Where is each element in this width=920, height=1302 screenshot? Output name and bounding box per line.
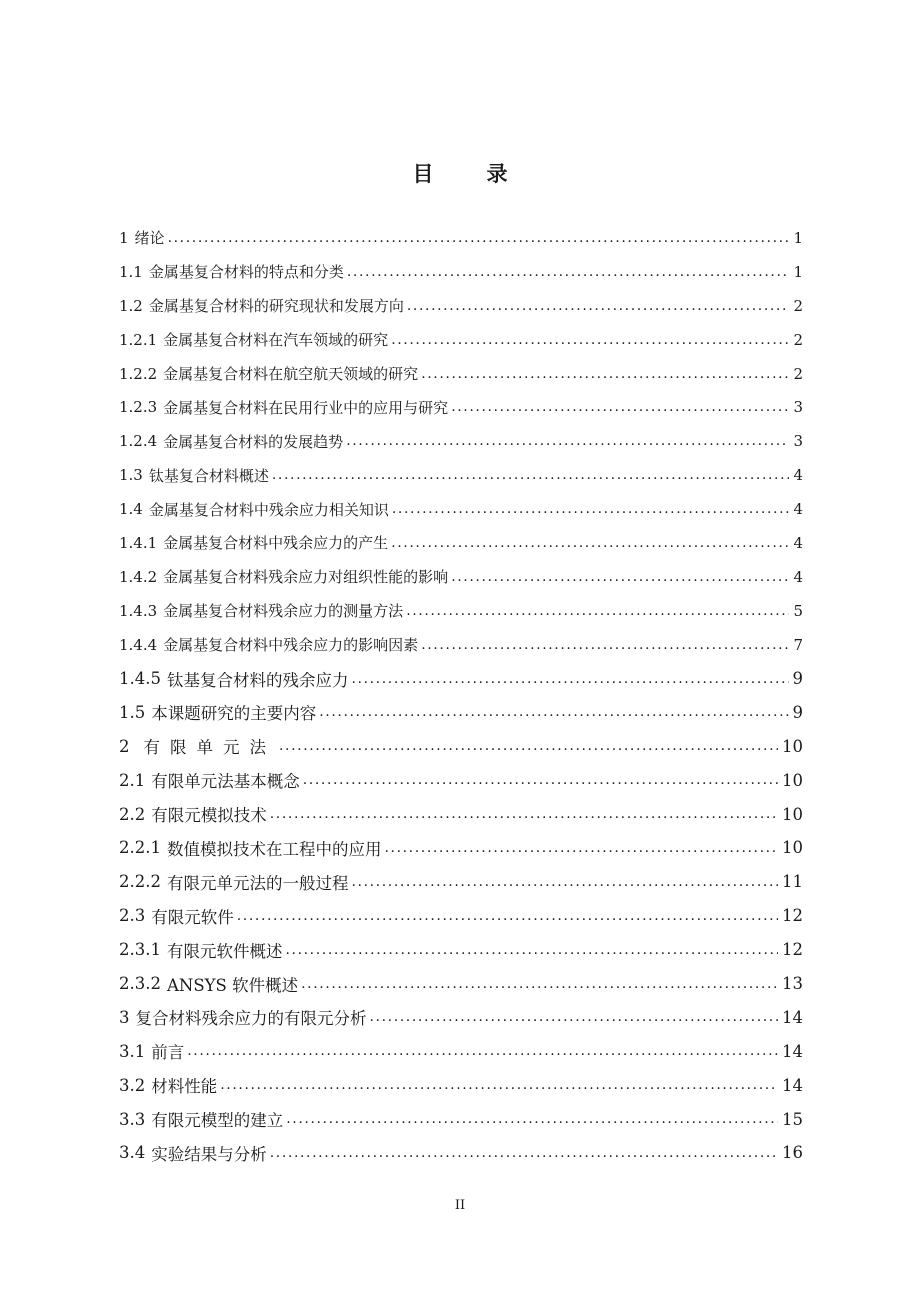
toc-entry-number: 2.1 [119,770,146,790]
toc-entry-title: 金属基复合材料残余应力的测量方法 [163,602,404,621]
toc-dot-leader [407,298,789,314]
toc-entry-page: 5 [793,601,803,620]
toc-entry[interactable] [119,560,803,594]
toc-entry-title: 有限单元法 [143,738,276,758]
toc-entry-number: 2.3.2 [119,974,161,994]
toc-entry-page: 2 [793,364,803,383]
toc-entry[interactable] [119,662,803,696]
toc-entry-number: 1.4.1 [119,533,158,552]
toc-entry-title: 金属基复合材料在民用行业中的应用与研究 [163,398,449,417]
toc-entry[interactable] [119,763,803,797]
toc-entry[interactable] [119,289,803,323]
toc-entry-number: 1.2.2 [119,364,158,383]
toc-entry[interactable] [119,1000,803,1034]
toc-dot-leader [346,433,789,449]
toc-entry-number: 1.4 [119,500,143,519]
toc-dot-leader [421,366,789,382]
toc-entry-number: 1.4.4 [119,635,158,654]
toc-entry-page: 3 [793,432,803,451]
toc-entry-title: 金属基复合材料的特点和分类 [148,263,344,282]
toc-entry-page: 4 [793,466,803,485]
toc-entry-title: 有限元模拟技术 [151,806,267,826]
toc-entry-page: 11 [782,872,803,892]
toc-entry-title: 本课题研究的主要内容 [151,704,317,724]
toc-entry[interactable] [119,492,803,526]
toc-dot-leader [272,467,789,483]
toc-dot-leader [301,976,778,992]
toc-dot-leader [270,1145,778,1161]
toc-entry[interactable] [119,594,803,628]
toc-entry-number: 2 [119,736,130,756]
toc-entry[interactable] [119,628,803,662]
toc-entry-title: 钛基复合材料的残余应力 [166,670,349,690]
toc-entry-title: 有限元模型的建立 [151,1111,284,1131]
toc-entry-number: 1.3 [119,466,143,485]
toc-entry-page: 10 [782,838,803,858]
toc-entry-title: 金属基复合材料的研究现状和发展方向 [148,297,404,316]
toc-entry[interactable] [119,390,803,424]
toc-entry[interactable] [119,424,803,458]
page-number: II [454,1198,466,1213]
toc-entry-number: 2.2 [119,804,146,824]
toc-entry-title: 有限元软件概述 [166,941,283,961]
toc-entry[interactable] [119,458,803,492]
toc-entry-number: 3.3 [119,1109,146,1129]
toc-dot-leader [391,332,789,348]
toc-entry[interactable] [119,357,803,391]
toc-entry-number: 1.4.5 [119,669,161,689]
toc-entry-page: 14 [782,1007,803,1027]
toc-entry-title: 实验结果与分析 [151,1144,267,1164]
toc-entry-page: 1 [793,262,803,281]
table-of-contents [119,221,803,1170]
toc-entry-title: ANSYS 软件概述 [166,975,299,995]
toc-entry-number: 2.3 [119,906,146,926]
toc-entry-number: 1.4.3 [119,601,158,620]
toc-entry-page: 10 [782,770,803,790]
toc-entry-title: 前言 [151,1043,185,1063]
toc-entry-page: 7 [793,635,803,654]
toc-dot-leader [347,264,789,280]
toc-entry-title: 有限元单元法的一般过程 [166,873,349,893]
toc-entry-page: 4 [793,533,803,552]
toc-dot-leader [270,806,778,822]
toc-entry-number: 3 [119,1007,130,1027]
toc-entry[interactable] [119,1068,803,1102]
toc-entry-title: 有限元软件 [151,907,234,927]
toc-dot-leader [168,230,789,246]
toc-entry-title: 金属基复合材料在汽车领域的研究 [163,331,389,350]
toc-entry-page: 1 [793,228,803,247]
toc-entry-page: 16 [782,1143,803,1163]
toc-entry-title: 数值模拟技术在工程中的应用 [166,839,382,859]
toc-entry-number: 1.2.3 [119,398,158,417]
toc-entry-number: 1 [119,228,129,247]
toc-entry[interactable] [119,255,803,289]
toc-entry-number: 2.2.1 [119,838,161,858]
toc-entry-page: 9 [792,702,803,722]
toc-entry[interactable] [119,729,803,763]
toc-entry-title: 复合材料残余应力的有限元分析 [135,1009,367,1029]
toc-entry-page: 4 [793,500,803,519]
toc-dot-leader [392,501,789,517]
toc-entry[interactable] [119,797,803,831]
toc-dot-leader [351,874,778,890]
toc-dot-leader [451,399,789,415]
toc-entry-page: 15 [782,1109,803,1129]
toc-dot-leader [370,1009,779,1025]
toc-dot-leader [286,1111,778,1127]
toc-dot-leader [406,603,789,619]
toc-entry-page: 13 [782,974,803,994]
toc-dot-leader [285,942,778,958]
toc-entry-number: 1.2.1 [119,330,158,349]
toc-entry-number: 1.5 [119,702,146,722]
toc-entry-title: 金属基复合材料残余应力对组织性能的影响 [163,568,449,587]
toc-entry[interactable] [119,967,803,1001]
toc-dot-leader [303,772,778,788]
toc-entry-page: 12 [782,906,803,926]
toc-entry-number: 1.2.4 [119,432,158,451]
toc-entry-page: 2 [793,330,803,349]
toc-dot-leader [319,704,788,720]
toc-dot-leader [391,535,789,551]
toc-entry-page: 3 [793,398,803,417]
toc-entry-page: 2 [793,296,803,315]
toc-entry-title: 金属基复合材料中残余应力的产生 [163,534,389,553]
toc-entry-number: 1.2 [119,296,143,315]
toc-dot-leader [351,671,788,687]
toc-entry-page: 9 [792,669,803,689]
toc-entry[interactable] [119,1102,803,1136]
toc-entry[interactable] [119,831,803,865]
toc-entry-page: 10 [782,736,803,756]
toc-entry-number: 3.4 [119,1143,146,1163]
toc-entry-number: 2.3.1 [119,940,161,960]
toc-entry[interactable] [119,865,803,899]
toc-entry-title: 材料性能 [151,1077,218,1097]
toc-entry-page: 14 [782,1075,803,1095]
toc-dot-leader [279,738,778,754]
toc-entry[interactable] [119,323,803,357]
toc-dot-leader [451,569,789,585]
toc-entry-number: 3.2 [119,1075,146,1095]
toc-dot-leader [220,1077,778,1093]
toc-dot-leader [237,908,778,924]
toc-dot-leader [187,1043,778,1059]
toc-entry-title: 有限单元法基本概念 [151,772,300,792]
toc-entry-number: 1.1 [119,262,143,281]
toc-entry-title: 金属基复合材料的发展趋势 [163,432,344,451]
toc-dot-leader [421,637,789,653]
toc-entry-title: 金属基复合材料在航空航天领域的研究 [163,365,419,383]
toc-entry-page: 12 [782,940,803,960]
toc-entry-number: 3.1 [119,1041,146,1061]
toc-entry-page: 4 [793,567,803,586]
toc-entry-title: 金属基复合材料中残余应力相关知识 [148,500,389,519]
toc-title: 目 录 [412,162,524,186]
toc-entry[interactable] [119,526,803,560]
toc-entry-title: 钛基复合材料概述 [148,466,269,485]
toc-entry[interactable] [119,1136,803,1170]
toc-entry-title: 金属基复合材料中残余应力的影响因素 [163,636,419,655]
toc-dot-leader [384,840,778,856]
toc-entry-title: 绪论 [134,229,165,248]
toc-entry-page: 14 [782,1041,803,1061]
toc-entry[interactable] [119,695,803,729]
toc-entry-number: 2.2.2 [119,872,161,892]
toc-entry[interactable] [119,1034,803,1068]
toc-entry[interactable] [119,899,803,933]
toc-entry-number: 1.4.2 [119,567,158,586]
toc-entry[interactable] [119,221,803,255]
toc-entry[interactable] [119,933,803,967]
toc-entry-page: 10 [782,804,803,824]
